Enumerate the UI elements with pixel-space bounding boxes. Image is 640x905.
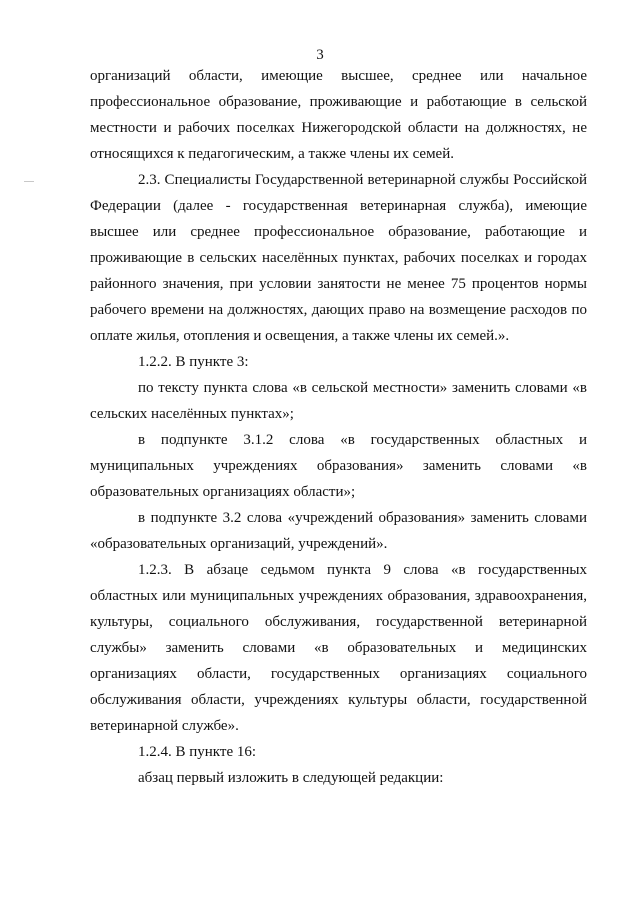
margin-mark <box>24 181 34 182</box>
paragraph-1-2-4: 1.2.4. В пункте 16: <box>138 744 257 760</box>
document-body <box>90 63 587 791</box>
paragraph-first-abzac: абзац первый изложить в следующей редакции: <box>138 770 444 786</box>
paragraph-1-2-3: 1.2.3. В абзаце седьмом пункта 9 слова «в государственных областных или муниципальных учреждениях образования, здравоохранения, культуры, социального обслуживания, государственной ветеринарной службы» заменить словами «в образовательных и медицинских организациях области, государственных организациях социального обслуживания области, учреждениях культуры области, государственной ветеринарной службе». <box>90 562 587 734</box>
paragraph-continuation: организаций области, имеющие высшее, среднее или начальное профессиональное образование, проживающие и работающие в сельской местности и рабочих поселках Нижегородской области на должностях, не относящихся к педагогическим, а также члены их семей. <box>90 68 587 162</box>
page-number: 3 <box>316 47 324 63</box>
paragraph-1-2-2: 1.2.2. В пункте 3: <box>138 354 249 370</box>
paragraph-2-3: 2.3. Специалисты Государственной ветеринарной службы Российской Федерации (далее - государственная ветеринарная служба), имеющие высшее или среднее профессиональное образование, работающие и проживающие в сельских населённых пунктах, рабочих поселках и городах районного значения, при условии занятости не менее 75 процентов нормы рабочего времени на должностях, дающих право на возмещение расходов по оплате жилья, отопления и освещения, а также члены их семей.». <box>90 172 587 344</box>
paragraph-item-3-1-2: в подпункте 3.1.2 слова «в государственных областных и муниципальных учреждениях образования» заменить словами «в образовательных организациях области»; <box>90 432 587 500</box>
paragraph-item-text: по тексту пункта слова «в сельской местности» заменить словами «в сельских населённых пунктах»; <box>90 380 587 422</box>
paragraph-item-3-2: в подпункте 3.2 слова «учреждений образования» заменить словами «образовательных организаций, учреждений». <box>90 510 587 552</box>
